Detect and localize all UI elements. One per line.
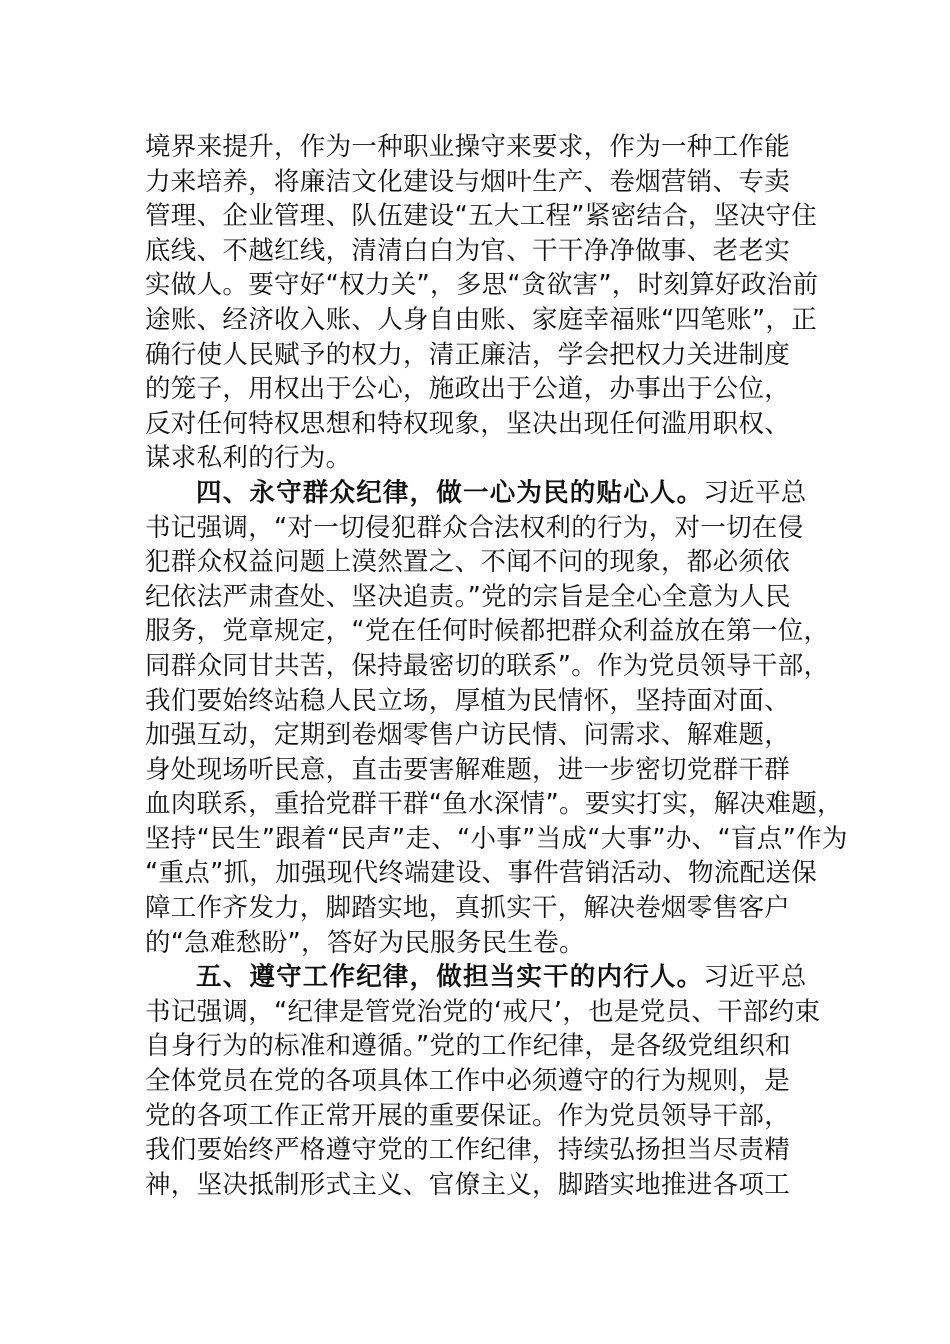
paragraph-line: 障工作齐发力，脚踏实地，真抓实干，解决卷烟零售客户 xyxy=(145,893,791,924)
paragraph-line: 纪依法严肃查处、坚决追责。”党的宗旨是全心全意为人民 xyxy=(145,581,791,612)
paragraph-line: 自身行为的标准和遵循。”党的工作纪律，是各级党组织和 xyxy=(145,1031,791,1062)
paragraph-line: 全体党员在党的各项具体工作中必须遵守的行为规则，是 xyxy=(145,1066,791,1097)
paragraph-line: 书记强调，“纪律是管党治党的‘戒尺’，也是党员、干部约束 xyxy=(145,996,821,1027)
paragraph-line: 服务，党章规定，“党在任何时候都把群众利益放在第一位， xyxy=(145,616,830,647)
paragraph-line: 途账、经济收入账、人身自由账、家庭幸福账“四笔账”，正 xyxy=(145,304,818,335)
paragraph-line: 血肉联系，重拾党群干群“鱼水深情”。要实打实，解决难题， xyxy=(145,789,843,820)
paragraph-line: 我们要始终站稳人民立场，厚植为民情怀，坚持面对面、 xyxy=(145,685,791,716)
paragraph-line: 谋求私利的行为。 xyxy=(145,443,352,474)
paragraph-line: 实做人。要守好“权力关”，多思“贪欲害”，时刻算好政治前 xyxy=(145,270,819,301)
document-body xyxy=(145,130,848,1202)
paragraph-line: 同群众同甘共苦，保持最密切的联系”。作为党员领导干部， xyxy=(145,650,830,681)
section-5-first-line-text: 习近平总 xyxy=(703,962,807,993)
paragraph-line: 反对任何特权思想和特权现象，坚决出现任何滥用职权、 xyxy=(145,408,791,439)
paragraph-line: 境界来提升，作为一种职业操守来要求，作为一种工作能 xyxy=(145,132,791,162)
paragraph-line: “重点”抓，加强现代终端建设、事件营销活动、物流配送保 xyxy=(145,858,818,889)
paragraph-line: 底线、不越红线，清清白白为官、干干净净做事、老老实 xyxy=(145,235,791,266)
paragraph-line: 管理、企业管理、队伍建设“五大工程”紧密结合，坚决守住 xyxy=(145,201,818,232)
paragraph-line: 身处现场听民意，直击要害解难题，进一步密切党群干群 xyxy=(145,754,791,785)
section-4-first-line xyxy=(145,476,845,511)
paragraph-line: 犯群众权益问题上漠然置之、不闻不问的现象，都必须依 xyxy=(145,547,791,578)
paragraph-line: 确行使人民赋予的权力，清正廉洁，学会把权力关进制度 xyxy=(145,339,791,370)
section-5-heading: 五、遵守工作纪律，做担当实干的内行人。 xyxy=(196,962,704,993)
paragraph-line: 加强互动，定期到卷烟零售户访民情、问需求、解难题， xyxy=(145,720,791,751)
paragraph-line: 力来培养，将廉洁文化建设与烟叶生产、卷烟营销、专卖 xyxy=(145,166,791,197)
paragraph-line: 我们要始终严格遵守党的工作纪律，持续弘扬担当尽责精 xyxy=(145,1135,791,1166)
paragraph-line: 坚持“民生”跟着“民声”走、“小事”当成“大事”办、“盲点”作为 xyxy=(145,823,848,854)
paragraph-line: 的“急难愁盼”，答好为民服务民生卷。 xyxy=(145,927,585,958)
paragraph-line: 书记强调，“对一切侵犯群众合法权利的行为，对一切在侵 xyxy=(145,512,804,543)
paragraph-line: 党的各项工作正常开展的重要保证。作为党员领导干部， xyxy=(145,1100,791,1131)
paragraph-line: 的笼子，用权出于公心，施政出于公道，办事出于公位， xyxy=(145,374,791,405)
section-4-heading: 四、永守群众纪律，做一心为民的贴心人。 xyxy=(196,477,704,508)
section-5-first-line xyxy=(145,960,845,995)
section-4-first-line-text: 习近平总 xyxy=(703,477,807,508)
paragraph-line: 神，坚决抵制形式主义、官僚主义，脚踏实地推进各项工 xyxy=(145,1169,791,1200)
